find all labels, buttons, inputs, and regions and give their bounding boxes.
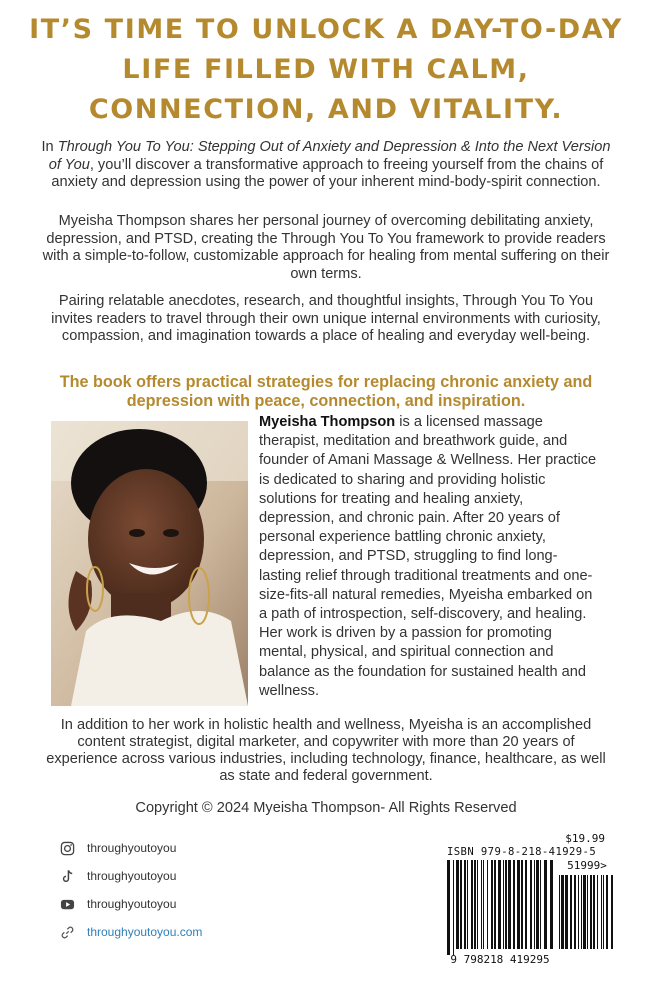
social-youtube[interactable]: [60, 894, 176, 914]
framework-paragraph: Pairing relatable anecdotes, research, and thoughtful insights, Through You To You invites readers to travel through their own unique internal environments with curiosity, compassion, and imagination towards a place of healing and everyday well-being.: [51, 293, 601, 344]
barcode-bar: [587, 875, 588, 949]
barcode-bar: [570, 875, 572, 949]
social-tiktok[interactable]: [60, 866, 176, 886]
addon-bars: [559, 875, 615, 955]
isbn-label: ISBN 979-8-218-41929-5: [447, 846, 597, 858]
barcode-bar: [611, 875, 613, 949]
barcode-bar: [513, 860, 515, 949]
barcode-bar: [508, 860, 511, 949]
instagram-handle: throughyoutoyou: [87, 841, 177, 855]
headline-line-3: CONNECTION, AND VITALITY.: [88, 94, 564, 125]
website-url: throughyoutoyou.com: [87, 925, 203, 939]
barcode-bar: [530, 860, 532, 949]
youtube-icon: [60, 897, 75, 912]
intro-prefix: In: [41, 139, 58, 155]
website-link[interactable]: [60, 922, 202, 942]
barcode-bar: [517, 860, 520, 949]
barcode-bar: [503, 860, 504, 949]
barcode-bar: [498, 860, 501, 949]
author-bio-text: is a licensed massage therapist, meditation and breathwork guide, and founder of Amani Massage & Wellness. Her practice is dedicated to sharing and providing holistic solutions for treating and healing anxiety, depression, and chronic pain. After 20 years of personal experience battling chronic anxiety, depression, and PTSD, struggling to find long-lasting relief through traditional treatments and one-size-fits-all natural remedies, Myeisha embarked on a path of introspection, self-discovery, and healing. Her work is driven by a passion for promoting mental, physical, and spiritual connection and balance as the foundation for sustained health and wellness.: [259, 414, 597, 699]
barcode-bar: [456, 860, 459, 949]
barcode-bar: [467, 860, 468, 949]
addon-digits: 51999>: [567, 859, 607, 872]
barcode-bar: [447, 860, 450, 955]
price-label: $19.99: [565, 832, 605, 845]
barcode-bar: [534, 860, 535, 949]
isbn-barcode: [445, 829, 617, 971]
barcode-bar: [521, 860, 523, 949]
barcode-bar: [603, 875, 604, 949]
barcode-bar: [583, 875, 586, 949]
headline-line-1: IT’S TIME TO UNLOCK A DAY-TO-DAY: [29, 14, 623, 45]
barcode-bar: [574, 875, 576, 949]
author-name: Myeisha Thompson: [259, 414, 396, 430]
intro-paragraph: [40, 139, 612, 192]
barcode-bar: [471, 860, 473, 949]
barcode-bar: [487, 860, 488, 949]
youtube-handle: throughyoutoyou: [87, 897, 177, 911]
barcode-bar: [544, 860, 547, 949]
barcode-bar: [540, 860, 541, 949]
barcode-bar: [550, 860, 553, 949]
barcode-bar: [460, 860, 462, 949]
instagram-icon: [60, 841, 75, 856]
ean-bars: [447, 860, 557, 955]
barcode-bar: [590, 875, 592, 949]
social-instagram[interactable]: [60, 838, 176, 858]
barcode-bar: [578, 875, 579, 949]
barcode-bar: [477, 860, 478, 949]
barcode-bar: [559, 875, 560, 949]
journey-paragraph: Myeisha Thompson shares her personal journey of overcoming debilitating anxiety, depression, and PTSD, creating the Through You To You framework to provide readers with a simple-to-follow, customizable approach for healing from mental suffering on their own terms.: [42, 213, 610, 282]
barcode-bar: [601, 875, 602, 949]
barcode-bar: [464, 860, 466, 949]
barcode-bar: [593, 875, 595, 949]
barcode-bar: [525, 860, 527, 949]
barcode-bar: [606, 875, 608, 949]
highlight-statement: The book offers practical strategies for replacing chronic anxiety and depression with peace, connection, and inspiration.: [59, 373, 593, 410]
intro-suffix: , you’ll discover a transformative approach to freeing yourself from the chains of anxiety and depression using the power of your inherent mind-body-spirit connection.: [51, 156, 604, 190]
link-icon: [60, 925, 75, 940]
barcode-bar: [483, 860, 484, 949]
author-bio: [259, 413, 599, 701]
tiktok-icon: [60, 869, 75, 884]
barcode-bar: [581, 875, 582, 949]
barcode-bar: [536, 860, 539, 949]
barcode-bar: [597, 875, 598, 949]
headline-line-2: LIFE FILLED WITH CALM,: [122, 54, 530, 85]
barcode-bar: [494, 860, 496, 949]
author-photo: [51, 421, 248, 706]
barcode-bar: [565, 875, 568, 949]
barcode-bar: [481, 860, 482, 949]
book-title: Through You To You: Stepping Out of Anxiety and Depression & Into the Next Version of You: [48, 139, 611, 173]
ean-digits: 9 798218 419295: [450, 953, 550, 966]
barcode-bar: [505, 860, 507, 949]
barcode-bar: [491, 860, 493, 949]
headline: [0, 10, 652, 130]
barcode-bar: [453, 860, 454, 955]
tiktok-handle: throughyoutoyou: [87, 869, 177, 883]
career-paragraph: In addition to her work in holistic health and wellness, Myeisha is an accomplished content strategist, digital marketer, and copywriter with more than 20 years of experience across various industries, including technology, finance, healthcare, as well as state and federal government.: [46, 717, 606, 784]
copyright: Copyright © 2024 Myeisha Thompson- All Rights Reserved: [135, 800, 517, 816]
barcode-bar: [561, 875, 564, 949]
barcode-bar: [474, 860, 476, 949]
